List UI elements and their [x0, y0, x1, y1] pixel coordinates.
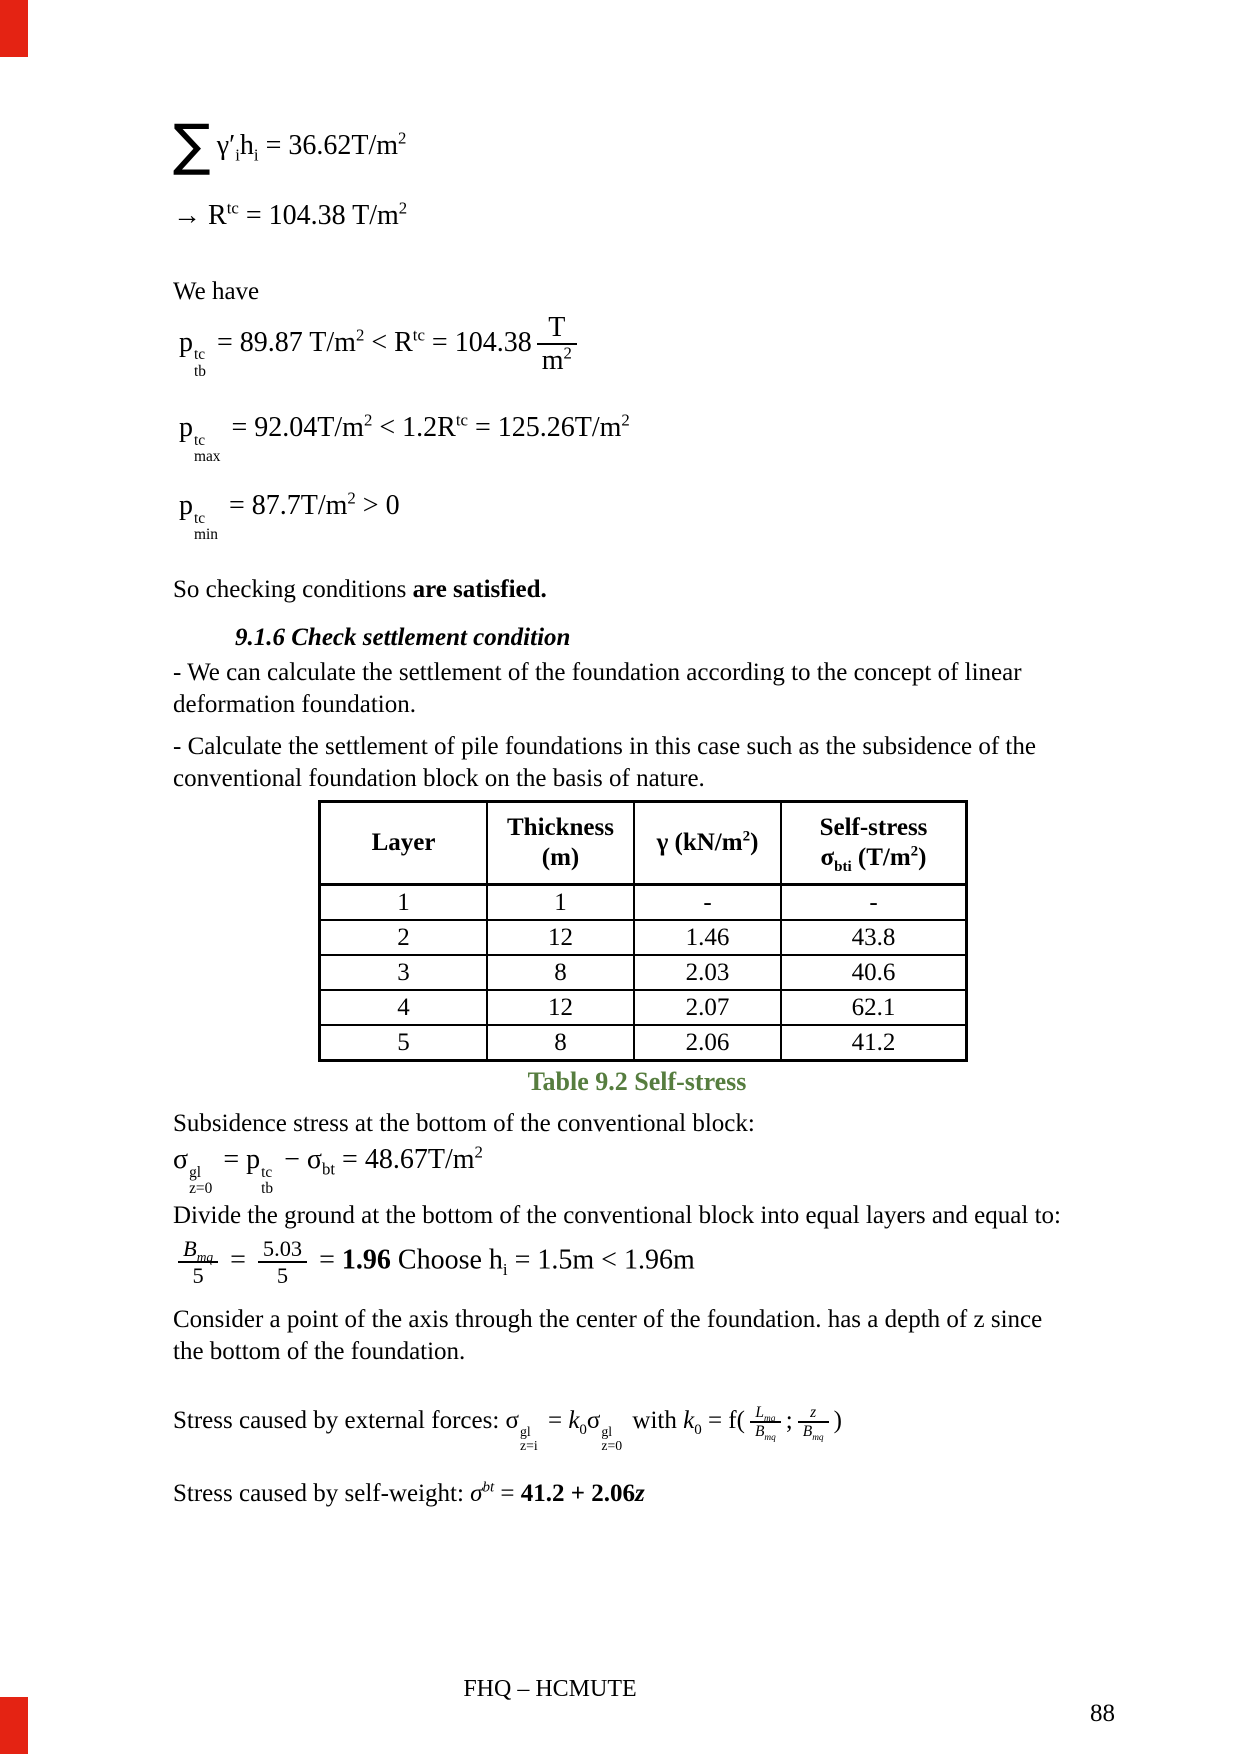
section-heading-916: 9.1.6 Check settlement condition: [235, 623, 571, 651]
table-cell: 5: [320, 1025, 488, 1061]
self-stress-table: [318, 800, 968, 1062]
table-cell: 1.46: [634, 920, 781, 955]
table-row: [320, 990, 967, 1025]
formula-external-forces: σ gl z=i = $k_0\sigma$ gl z=0 with $k_0 = f$( $\frac{L_{mq}}{B_{mq}}$ ; $\frac{z}{B_{mq}}$ ): [505, 1403, 842, 1454]
formula-sum-gamma-h: [173, 113, 1173, 178]
paragraph-so-checking: [173, 574, 1173, 606]
table-cell: -: [634, 884, 781, 920]
summation-symbol: ∑: [173, 113, 211, 178]
table-cell: 41.2: [781, 1025, 967, 1061]
formula-sum-body: $\gamma'_ih_i = 36.62T/m^2$: [216, 128, 407, 165]
paragraph-consider: [173, 1304, 1173, 1368]
table-cell: 40.6: [781, 955, 967, 990]
table-cell: 2.07: [634, 990, 781, 1025]
table-header-row: [320, 801, 967, 884]
table-cell: 3: [320, 955, 488, 990]
table-cell: 2: [320, 920, 488, 955]
paragraph-we-have: We have: [173, 277, 260, 305]
paragraph-line: - We can calculate the settlement of the foundation according to the concept of linear: [173, 658, 1022, 686]
paragraph-calculate: [173, 731, 1173, 795]
table-row: [320, 1025, 967, 1061]
paragraph-line: the bottom of the foundation.: [173, 1337, 466, 1365]
formula-pmin: p tc min = $87.7T/m^2 > 0$: [179, 488, 400, 544]
formula-sigma-gl: σ gl z=0 = p tc tb − $\sigma_{bt} = 48.67T/m^2$: [173, 1142, 483, 1198]
table-row: [320, 884, 967, 920]
red-edge-marker-bottom: [0, 1697, 28, 1754]
table-cell: 8: [487, 1025, 634, 1061]
table-header-gamma: γ $(kN/m^2)$: [634, 801, 781, 884]
formula-self-weight: $\sigma^{bt} = 41.2 + 2.06z$: [470, 1479, 645, 1508]
table-cell: 43.8: [781, 920, 967, 955]
red-edge-marker-top: [0, 0, 28, 57]
table-row: [320, 920, 967, 955]
table-cell: 62.1: [781, 990, 967, 1025]
formula-ptb: p tc tb = 89.87 $T/m^2 < R^{tc} = 104.38$ $\frac{T}{m^2}$: [179, 312, 1173, 381]
paragraph-divide: Divide the ground at the bottom of the conventional block into equal layers and equal to:: [173, 1201, 1061, 1229]
table-body: [320, 884, 967, 1060]
table-cell: 1: [487, 884, 634, 920]
table-cell: 8: [487, 955, 634, 990]
paragraph-line: Consider a point of the axis through the center of the foundation. has a depth of z since: [173, 1305, 1043, 1333]
table-cell: 12: [487, 920, 634, 955]
formula-pmax: p tc max = $92.04T/m^2 < 1.2R^{tc} = 125.26T/m^2$: [179, 411, 630, 466]
table-row: [320, 955, 967, 990]
formula-rtc: → $R^{tc} = 104.38$ $T/m^2$: [173, 198, 408, 231]
table-cell: 2.06: [634, 1025, 781, 1061]
paragraph-subsidence: Subsidence stress at the bottom of the conventional block:: [173, 1110, 755, 1138]
table-header-thickness: Thickness (m): [487, 801, 634, 884]
external-forces-label: Stress caused by external forces:: [173, 1407, 506, 1435]
page-content: [173, 0, 1173, 1510]
table-header-layer: Layer: [320, 801, 488, 884]
paragraph-line: - Calculate the settlement of pile foundations in this case such as the subsidence of the: [173, 732, 1036, 760]
table-cell: 2.03: [634, 955, 781, 990]
table-cell: -: [781, 884, 967, 920]
table-header-selfstress: Self-stress $\sigma_{bti}$ $(T/m^2)$: [781, 801, 967, 884]
paragraph-external-forces: [173, 1404, 1173, 1454]
page-number: 88: [1090, 1700, 1115, 1727]
table-cell: 4: [320, 990, 488, 1025]
paragraph-line: conventional foundation block on the basis of nature.: [173, 764, 705, 792]
footer-text: FHQ – HCMUTE: [463, 1676, 637, 1702]
so-checking-prefix: So checking conditions: [173, 575, 413, 603]
paragraph-self-weight: [173, 1478, 1173, 1510]
table-caption: Table 9.2 Self-stress: [527, 1066, 747, 1096]
formula-bmq: $\frac{B_{mq}}{5}$ = $\frac{5.03}{5}$ = 1.96 Choose $h_i = 1.5m < 1.96m$: [173, 1236, 1173, 1288]
table-cell: 1: [320, 884, 488, 920]
paragraph-line: deformation foundation.: [173, 690, 416, 718]
self-weight-label: Stress caused by self-weight:: [173, 1480, 471, 1508]
so-checking-bold: are satisfied.: [412, 575, 547, 603]
paragraph-we-can: [173, 657, 1173, 721]
table-cell: 12: [487, 990, 634, 1025]
